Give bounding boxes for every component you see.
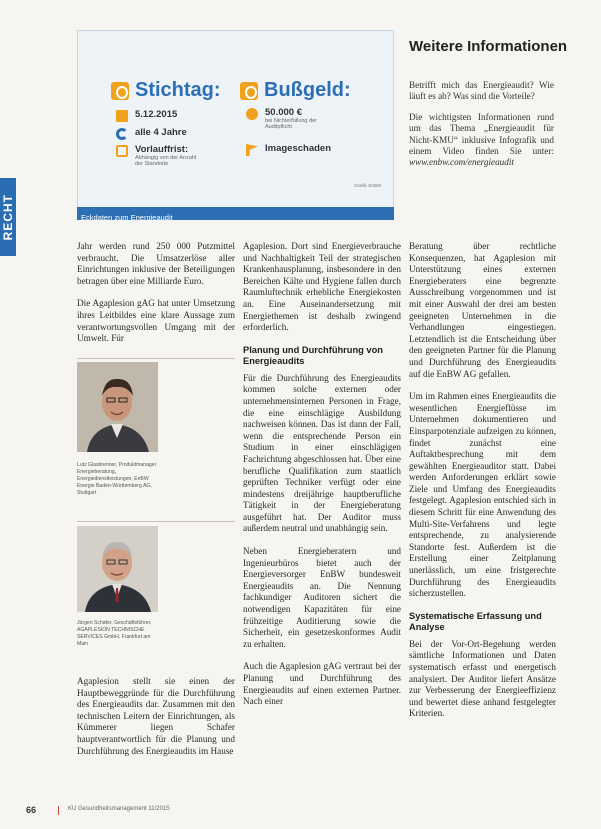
bussgeld-row-amount [246, 107, 335, 130]
stichtag-interval: alle 4 Jahre [135, 127, 187, 138]
caption-glasbrenner: Lutz Glasbrenner, Produktmanager Energieberatung, Energiedienstleistungen, EnBW Energie Baden-Württemberg AG, Stuttgart [77, 462, 157, 496]
stichtag-row-date [116, 109, 177, 122]
col3-heading: Systematische Erfassung und Analyse [409, 610, 542, 632]
portrait-glasbrenner [77, 362, 158, 452]
stichtag-title: Stichtag: [135, 79, 221, 101]
column-1-top [77, 241, 235, 356]
column-1-bottom [77, 676, 235, 768]
clock-icon [111, 82, 129, 100]
col1-paragraph-2: Die Agaplesion gAG hat unter Umsetzung ihres Leitbildes eine klare Aussage zum verantwortungsvollen Umgang mit der Umwelt. Für [77, 298, 235, 344]
stichtag-vorlauf-sub: Abhängig von der Anzahl der Standorte [135, 155, 197, 167]
more-info-text: Die wichtigsten Informationen rund um das Thema „Energieaudit für Nicht-KMU“ inklusive Infografik und einem Video finden Sie unter: [409, 111, 554, 157]
divider [77, 358, 235, 359]
caption-schaefer: Jürgen Schäfer, Geschäftsführer, AGAPLESION TECHNISCHE SERVICES GmbH, Frankfurt am Main [77, 620, 152, 647]
page-number: 66 [26, 805, 37, 815]
col3-paragraph-1: Beratung über rechtliche Konsequenzen, hat Agaplesion mit Unterstützung eines externen Energieberaters eine begrenzte Ausschreibung vorgenommen und ist mit einer Auswahl der drei am besten geeigneten Unternehmen in die Verhandlungen eingestiegen. Letztendlich ist die Entscheidung über den geeigneten Partner für die Planung und Durchführung des Energieaudits auf die EnBW AG gefallen. [409, 241, 556, 379]
stichtag-date: 5.12.2015 [135, 109, 178, 120]
more-info-box [409, 80, 554, 178]
more-info-link[interactable]: www.enbw.com/energieaudit [409, 157, 514, 168]
calendar-icon [116, 110, 128, 122]
stichtag-header [111, 79, 221, 102]
col3-paragraph-2: Um im Rahmen eines Energieaudits die wesentlichen Energieflüsse im Unternehmen dokumentieren und Einsparpotenziale aufzeigen zu können, findet zunächst eine Auftaktbesprechung mit dem gewählten Energieauditor statt. Dabei werden Anforderungen erklärt sowie Ziele und Umfang des Energieaudits festgelegt. Agaplesion entschied sich in diesem Schritt für eine Anwendung des Multi-Site-Verfahrens und legte entsprechende, zu analysierende Standorte fest. Außerdem ist die Erstellung einer Zeitplanung unerlässlich, um eine fristgerechte Durchführung des Energieaudits sicherzustellen. [409, 391, 556, 599]
money-icon [240, 82, 258, 100]
column-3 [409, 241, 556, 731]
bussgeld-image: Imageschaden [265, 143, 331, 154]
divider [77, 521, 235, 522]
stichtag-row-interval [116, 127, 187, 140]
more-info-questions: Betrifft mich das Energieaudit? Wie läuft es ab? Was sind die Vorteile? [409, 80, 554, 102]
stichtag-row-vorlauf [116, 144, 205, 167]
flag-icon [246, 144, 258, 156]
col1-paragraph-1: Jahr werden rund 250 000 Putzmittel verbraucht. Die Umsatzerlöse aller Einrichtungen inklusive der Beteiligungen betragen über eine Milliarde Euro. [77, 241, 235, 286]
infographic-box [77, 30, 394, 218]
bussgeld-row-image [246, 143, 331, 156]
col1-paragraph-3: Agaplesion stellt sie einen der Hauptbeweggründe für die Durchführung des Energieaudits dar. Zusammen mit den technischen Leitern der Einrichtungen, als Kümmerer liegen Schafer hauptverantwortlich für die Planung und Durchführung des Energieaudits im Hause [77, 676, 235, 756]
col2-paragraph-3: Neben Energieberatern und Ingenieurbüros bietet auch der Energieversorger EnBW bundesweit Energieaudits an. Die Nennung fachkundiger Auditoren sichert die notwendigen Kapazitäten für eine frühzeitige Auditierung sowie die Sicherheit, ein gesetzeskonformes Audit zu erhalten. [243, 546, 401, 649]
check-icon [116, 145, 128, 157]
bussgeld-title: Bußgeld: [264, 79, 351, 101]
col2-paragraph-1: Agaplesion. Dort sind Energieverbrauche und Nachhaltigkeit Teil der strategischen Krankenhausplanung, insbesondere in den Bereichen Kälte und Hygiene fallen durch Raumluftechnik erhebliche Energiekosten an. Eine Auseinandersetzung mit Energiethemen ist deshalb zwingend erforderlich. [243, 241, 401, 333]
coin-icon [246, 108, 258, 120]
infographic-credit: Grafik: EnBW [354, 183, 382, 188]
cycle-icon [116, 128, 128, 140]
portrait-schaefer-image [77, 526, 158, 612]
col2-paragraph-2: Für die Durchführung des Energieaudits kommen solche externen oder unternehmensinternen Personen in Frage, die eine einschlägige Ausbildung nachweisen können. Das ist dann der Fall, wenn die entsprechende Person ein Studium in einer einschlägigen Fachrichtung abgeschlossen hat. Über eine berufliche Qualifikation zum staatlich geprüften Techniker verfügt oder eine mindestens dreijährige hauptberufliche Tätigkeit in der Energieberatung ausgeführt hat. Der Auditor muss außerdem neutral und unabhängig sein. [243, 372, 401, 534]
footer-separator [58, 806, 59, 815]
col3-paragraph-3: Bei der Vor-Ort-Begehung werden sämtliche Informationen und Daten systematisch erfasst und energetisch analysiert. Der Auditor liefert Ansätze zur Verbesserung der Energieeffizienz und bewertet diese anhand festgelegter Kriterien. [409, 638, 556, 719]
more-info-title: Weitere Informationen [409, 38, 568, 55]
portrait-schaefer [77, 526, 158, 612]
column-2 [243, 241, 401, 719]
stichtag-vorlauf: Vorlauffrist: [135, 144, 189, 155]
portrait-glasbrenner-image [77, 362, 158, 452]
col2-paragraph-4: Auch die Agaplesion gAG vertraut bei der Planung und Durchführung des Energieaudits auf einen externen Partner. Nach einer [243, 661, 401, 707]
magazine-title: KU Gesundheitsmanagement 11/2015 [68, 806, 170, 812]
section-tab [0, 178, 16, 256]
bussgeld-header [240, 79, 351, 102]
infographic-caption: Eckdaten zum Energieaudit [81, 213, 173, 222]
bussgeld-amount: 50.000 € [265, 107, 302, 118]
col2-heading: Planung und Durchführung von Energieaudits [243, 344, 383, 366]
section-tab-label: RECHT [1, 193, 15, 241]
bussgeld-amount-sub: bei Nichterfüllung der Auditpflicht [265, 118, 317, 130]
infographic-caption-bar [77, 207, 394, 220]
